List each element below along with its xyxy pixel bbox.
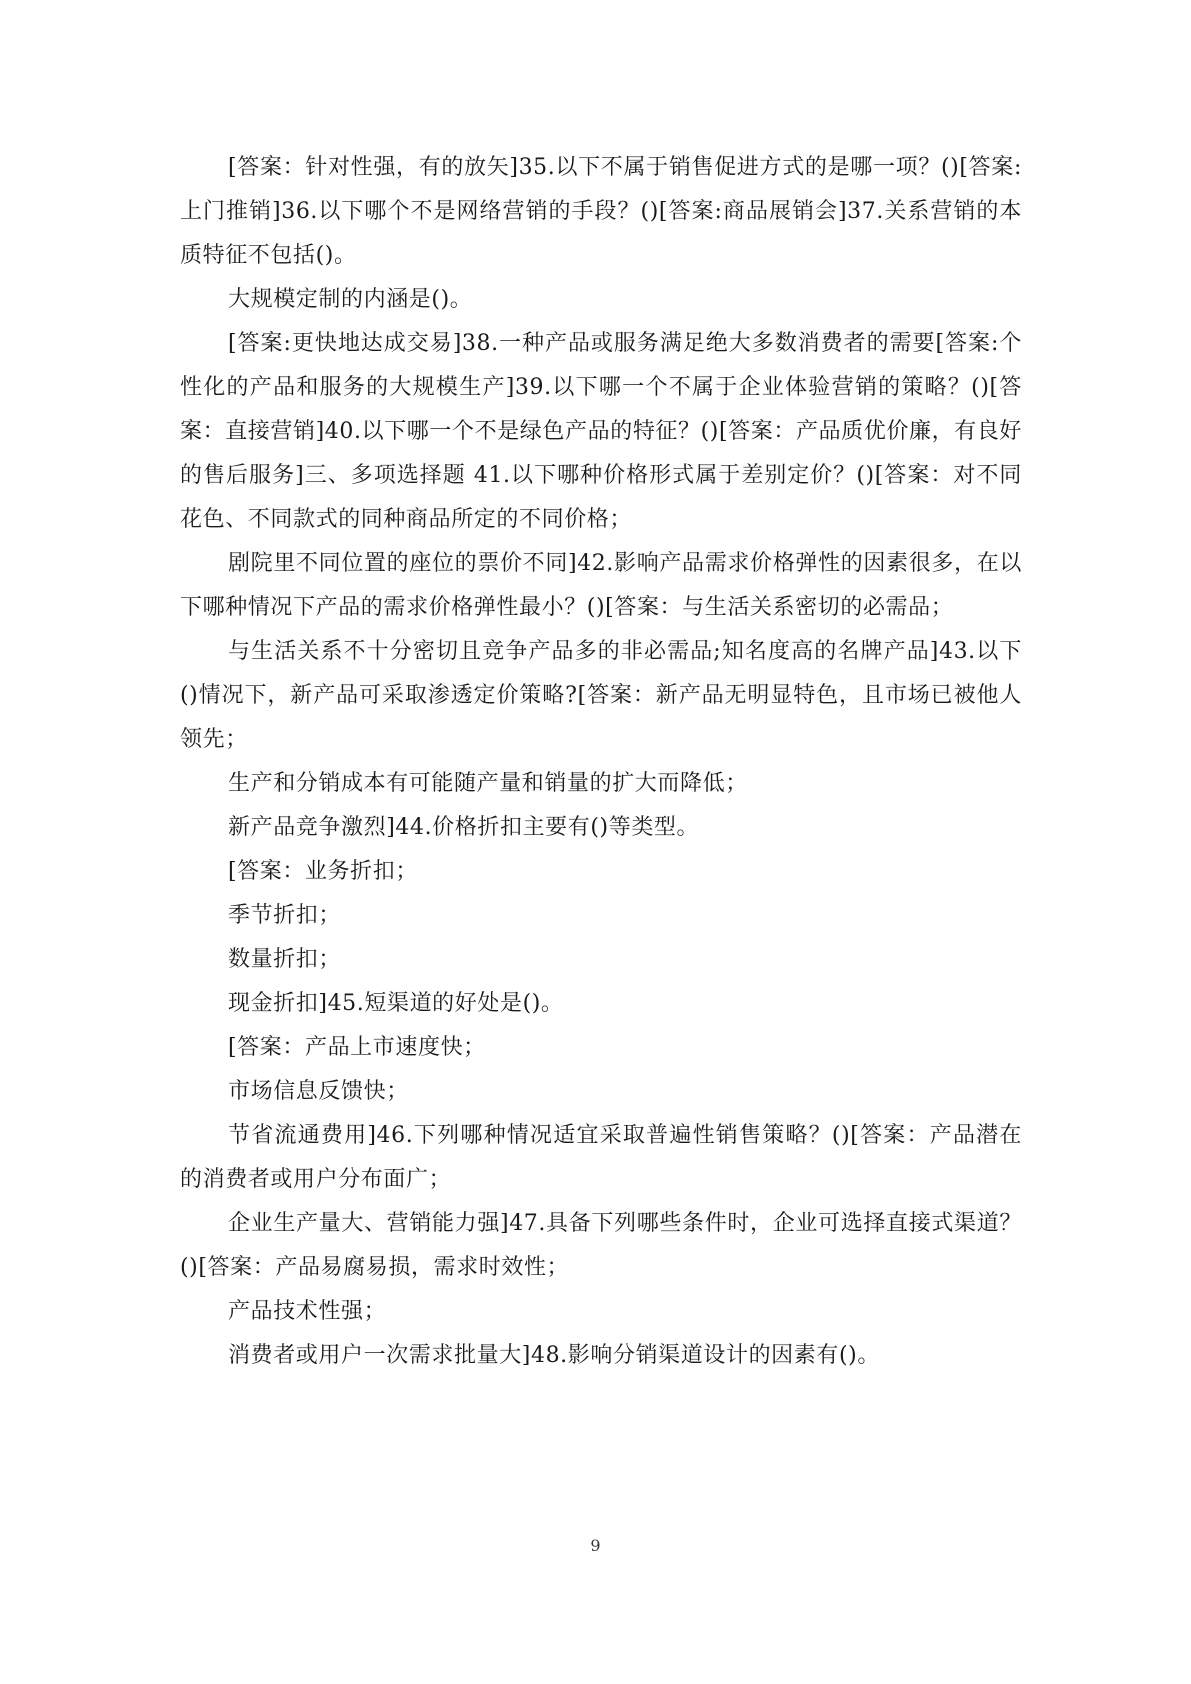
paragraph: 新产品竞争激烈]44.价格折扣主要有()等类型。 — [228, 815, 700, 840]
paragraph: 剧院里不同位置的座位的票价不同]42.影响产品需求价格弹性的因素很多，在以下哪种情况下产品的需求价格弹性最小？()[答案：与生活关系密切的必需品； — [180, 551, 1022, 620]
paragraph: [答案：产品上市速度快； — [228, 1035, 486, 1060]
paragraph: 数量折扣； — [228, 947, 342, 972]
paragraph: 生产和分销成本有可能随产量和销量的扩大而降低； — [228, 771, 748, 796]
paragraph: 消费者或用户一次需求批量大]48.影响分销渠道设计的因素有()。 — [228, 1343, 880, 1368]
paragraph: [答案：针对性强，有的放矢]35.以下不属于销售促进方式的是哪一项？()[答案:上门推销]36.以下哪个不是网络营销的手段？()[答案:商品展销会]37.关系营销的本质特征不包括()。 — [180, 155, 1022, 268]
paragraph: 产品技术性强； — [228, 1299, 387, 1324]
paragraph: 与生活关系不十分密切且竞争产品多的非必需品;知名度高的名牌产品]43.以下()情况下，新产品可采取渗透定价策略?[答案：新产品无明显特色，且市场已被他人领先； — [180, 639, 1022, 752]
paragraph: [答案：业务折扣； — [228, 859, 418, 884]
paragraph: 市场信息反馈快； — [228, 1079, 409, 1104]
paragraph: 现金折扣]45.短渠道的好处是()。 — [228, 991, 564, 1016]
document-body — [180, 146, 1022, 1378]
paragraph: [答案:更快地达成交易]38.一种产品或服务满足绝大多数消费者的需要[答案:个性化的产品和服务的大规模生产]39.以下哪一个不属于企业体验营销的策略？()[答案：直接营销]40.以下哪一个不是绿色产品的特征？()[答案：产品质优价廉，有良好的售后服务]三、多项选择题 41.以下哪种价格形式属于差别定价？()[答案：对不同花色、不同款式的同种商品所定的不同价格； — [180, 331, 1022, 532]
page-number: 9 — [590, 1536, 601, 1555]
paragraph: 节省流通费用]46.下列哪种情况适宜采取普遍性销售策略？()[答案：产品潜在的消费者或用户分布面广； — [180, 1123, 1022, 1192]
paragraph: 大规模定制的内涵是()。 — [228, 287, 473, 312]
paragraph: 企业生产量大、营销能力强]47.具备下列哪些条件时，企业可选择直接式渠道？()[答案：产品易腐易损，需求时效性； — [180, 1211, 1022, 1280]
paragraph: 季节折扣； — [228, 903, 342, 928]
